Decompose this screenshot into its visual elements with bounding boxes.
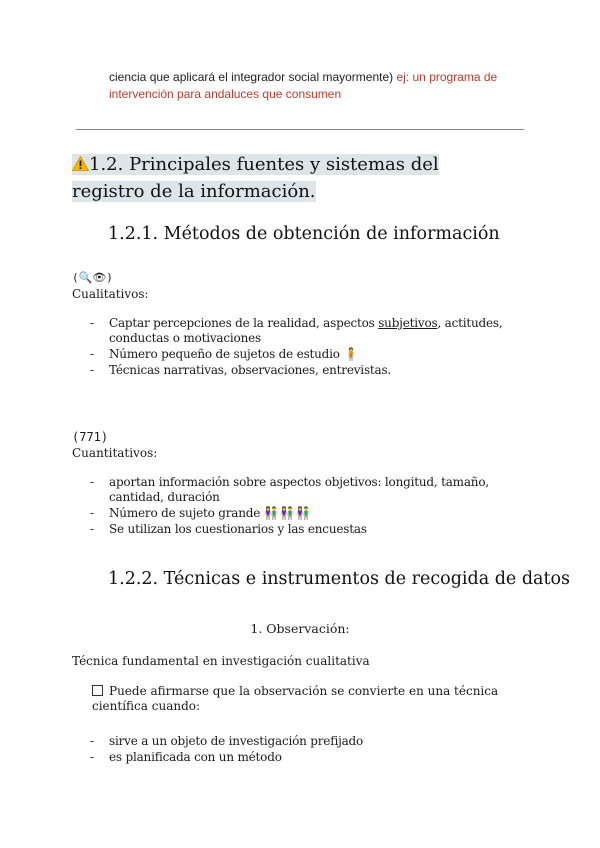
list-item: - aportan información sobre aspectos objetivos: longitud, tamaño, cantidad, duración [90, 475, 489, 504]
list-item: - Técnicas narrativas, observaciones, entrevistas. [90, 363, 392, 377]
qualitative-list [72, 316, 542, 378]
person-icon: 🧍 [343, 347, 359, 361]
list-item: - Número pequeño de sujetos de estudio 🧍 [90, 347, 359, 361]
list-item: - Captar percepciones de la realidad, aspectos subjetivos, actitudes, conductas o motivaciones [90, 316, 503, 345]
list-item: - Se utilizan los cuestionarios y las encuestas [90, 522, 367, 536]
warning-icon [72, 156, 89, 174]
quantitative-heading: Cuantitativos: [72, 446, 158, 460]
list-item: - sirve a un objeto de investigación prefijado [90, 734, 364, 748]
section-title: 1.2. Principales fuentes y sistemas del registro de la información. [72, 154, 439, 202]
checkbox-label: Puede afirmarse que la observación se convierte en una técnica científica cuando: [92, 684, 499, 713]
qualitative-heading: Cualitativos: [72, 287, 149, 301]
intro-text: ciencia que aplicará el integrador social mayormente) [109, 70, 394, 84]
list-item: - Número de sujeto grande 👫👫👫 [90, 506, 312, 520]
checkbox-icon[interactable] [92, 685, 103, 696]
quantitative-icons: (771) [72, 430, 109, 444]
observation-intro: Técnica fundamental en investigación cualitativa [72, 654, 370, 668]
qualitative-block [72, 270, 542, 378]
observation-title: 1. Observación: [250, 621, 350, 636]
quantitative-block [72, 429, 542, 537]
checkbox-item [92, 684, 512, 714]
list-item: - es planificada con un método [90, 750, 282, 764]
observation-list [72, 734, 542, 765]
horizontal-divider [76, 129, 524, 130]
group-icon: 👫👫👫 [263, 506, 312, 520]
subsection-heading-2: 1.2.2. Técnicas e instrumentos de recogida de datos [108, 569, 571, 589]
intro-example-text: ej: un programa de intervención para andaluces que consumen [109, 70, 498, 101]
quantitative-list [72, 475, 542, 537]
qualitative-icons: (🔍👁) [72, 271, 113, 284]
section-heading [72, 151, 512, 205]
intro-paragraph [109, 69, 529, 103]
subsection-heading-1: 1.2.1. Métodos de obtención de información [108, 224, 500, 244]
